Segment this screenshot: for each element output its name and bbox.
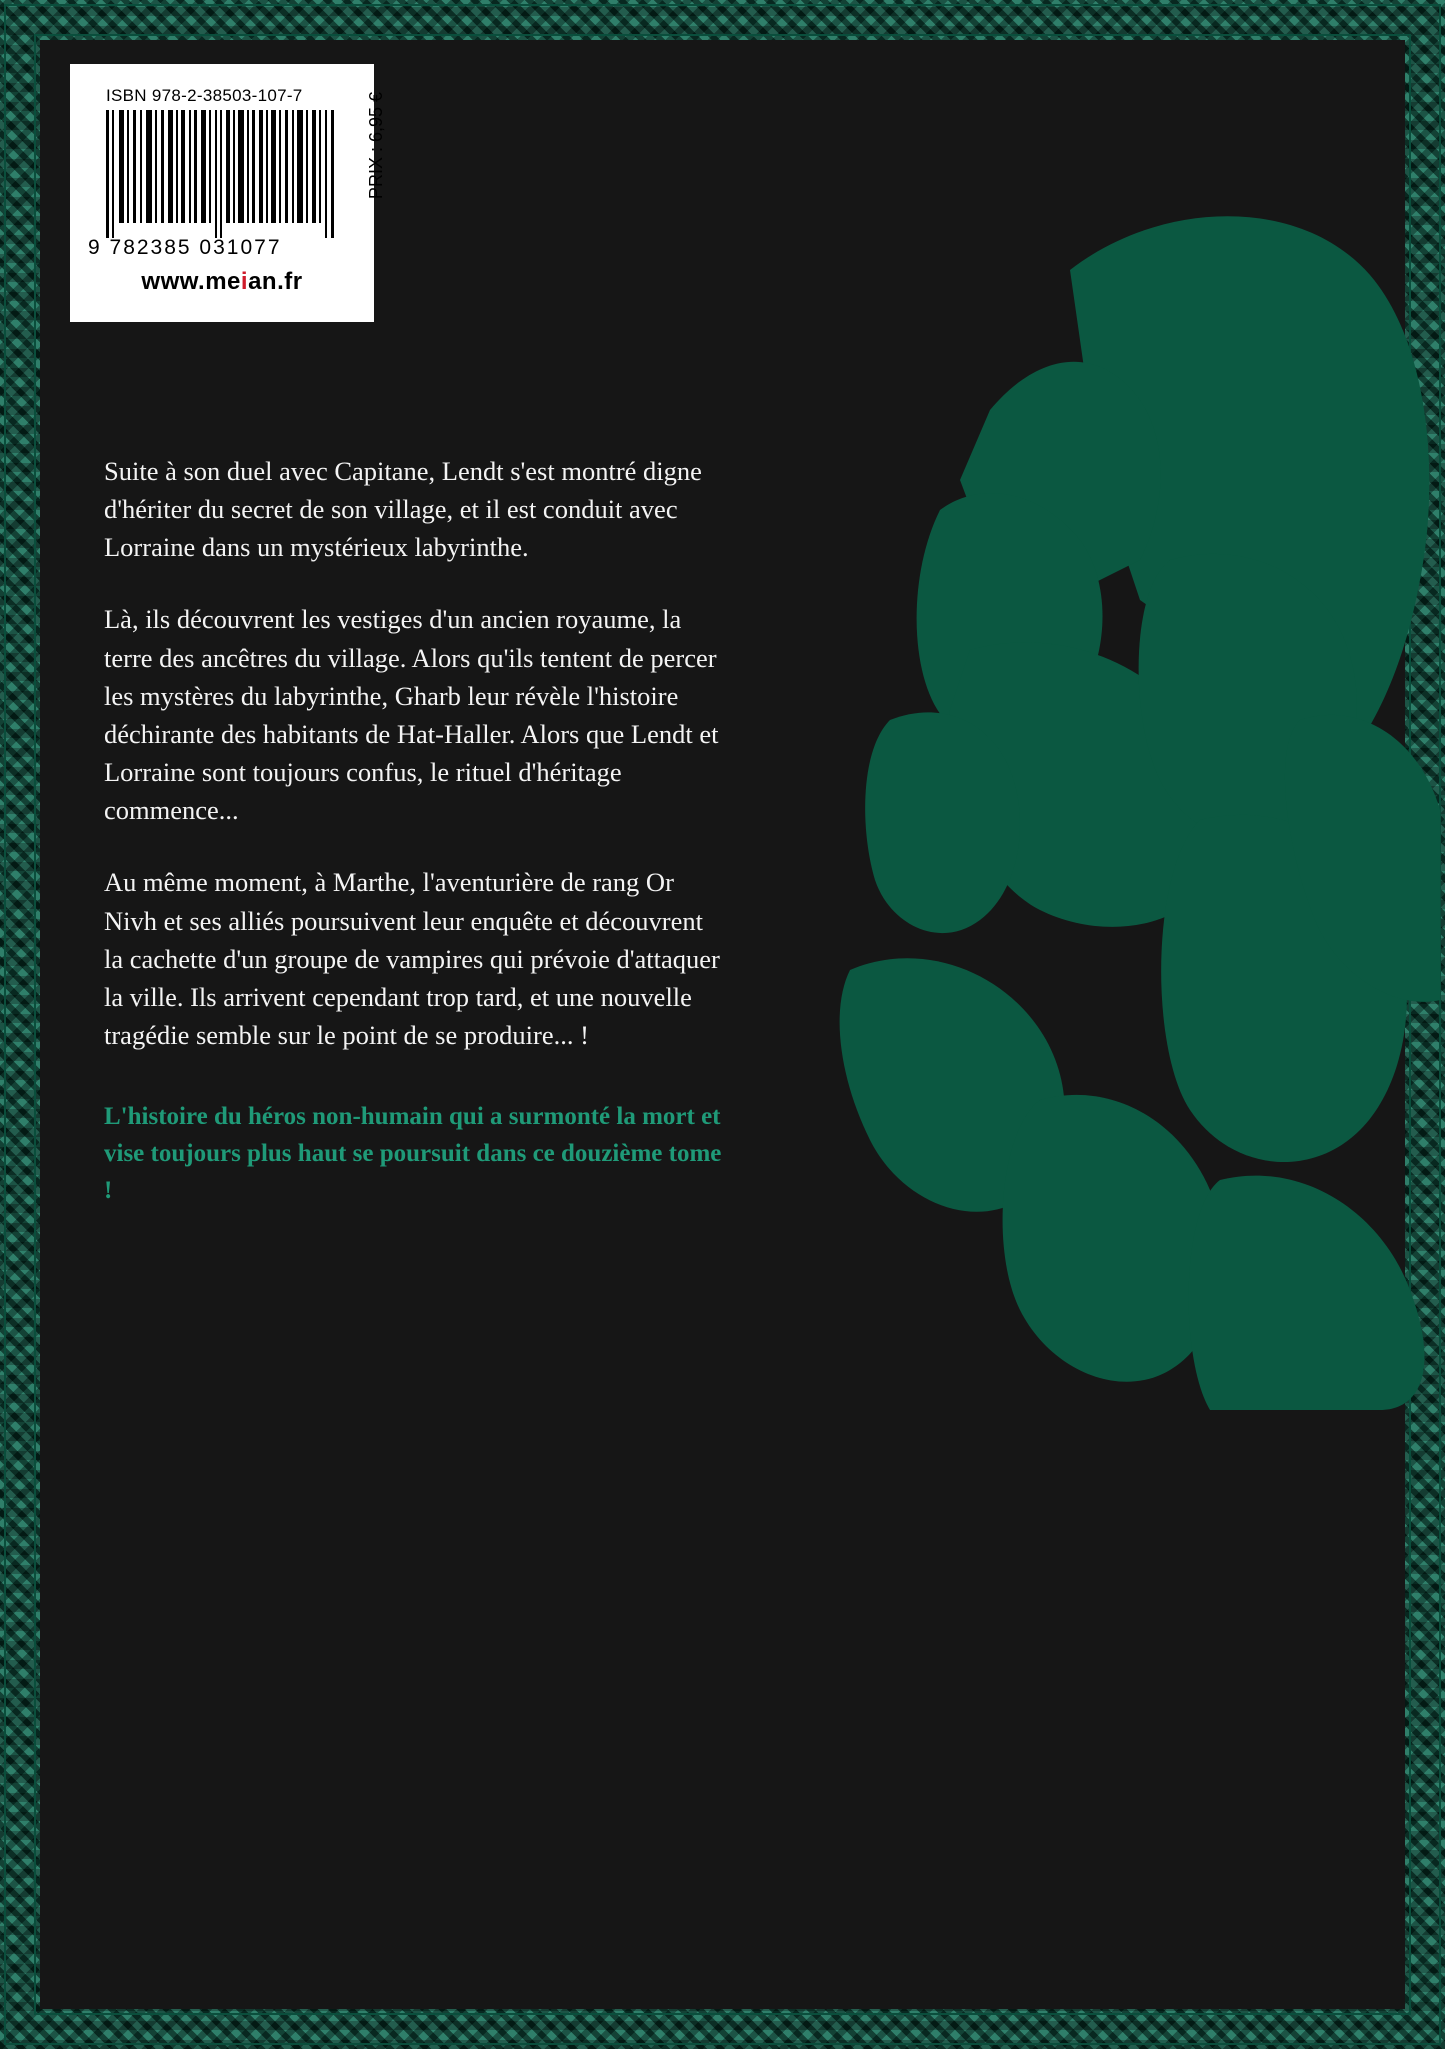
- blurb-paragraph-2: Là, ils découvrent les vestiges d'un ancien royaume, la terre des ancêtres du village. Alors qu'ils tentent de percer les mystères du labyrinthe, Gharb leur révèle l'histoire déchirante des habitants de Hat-Haller. Alors que Lendt et Lorraine sont toujours confus, le rituel d'héritage commence...: [104, 604, 719, 826]
- barcode-digits: 9 782385 031077: [88, 236, 282, 259]
- publisher-website: [70, 268, 374, 296]
- barcode-bars: [106, 110, 336, 238]
- blurb-paragraph-3: Au même moment, à Marthe, l'aventurière de rang Or Nivh et ses alliés poursuivent leur enquête et découvrent la cachette d'un groupe de vampires qui prévoie d'attaquer la ville. Ils arrivent cependant trop tard, et une nouvelle tragédie semble sur le point de se produire... !: [104, 867, 720, 1051]
- website-prefix: www.me: [141, 268, 241, 295]
- blurb-paragraph-1: Suite à son duel avec Capitane, Lendt s'est montré digne d'hériter du secret de son village, et il est conduit avec Lorraine dans un mystérieux labyrinthe.: [104, 456, 702, 563]
- website-accent-letter: i: [240, 268, 249, 295]
- isbn-label: ISBN 978-2-38503-107-7: [106, 86, 303, 105]
- price-label: PRIX : 6,95 €: [366, 92, 386, 200]
- blurb-tagline: L'histoire du héros non-humain qui a surmonté la mort et vise toujours plus haut se poursuit dans ce douzième tome !: [104, 1103, 722, 1205]
- barcode-block: [70, 64, 386, 322]
- website-suffix: an.fr: [248, 268, 303, 295]
- back-cover-blurb: [104, 452, 724, 1243]
